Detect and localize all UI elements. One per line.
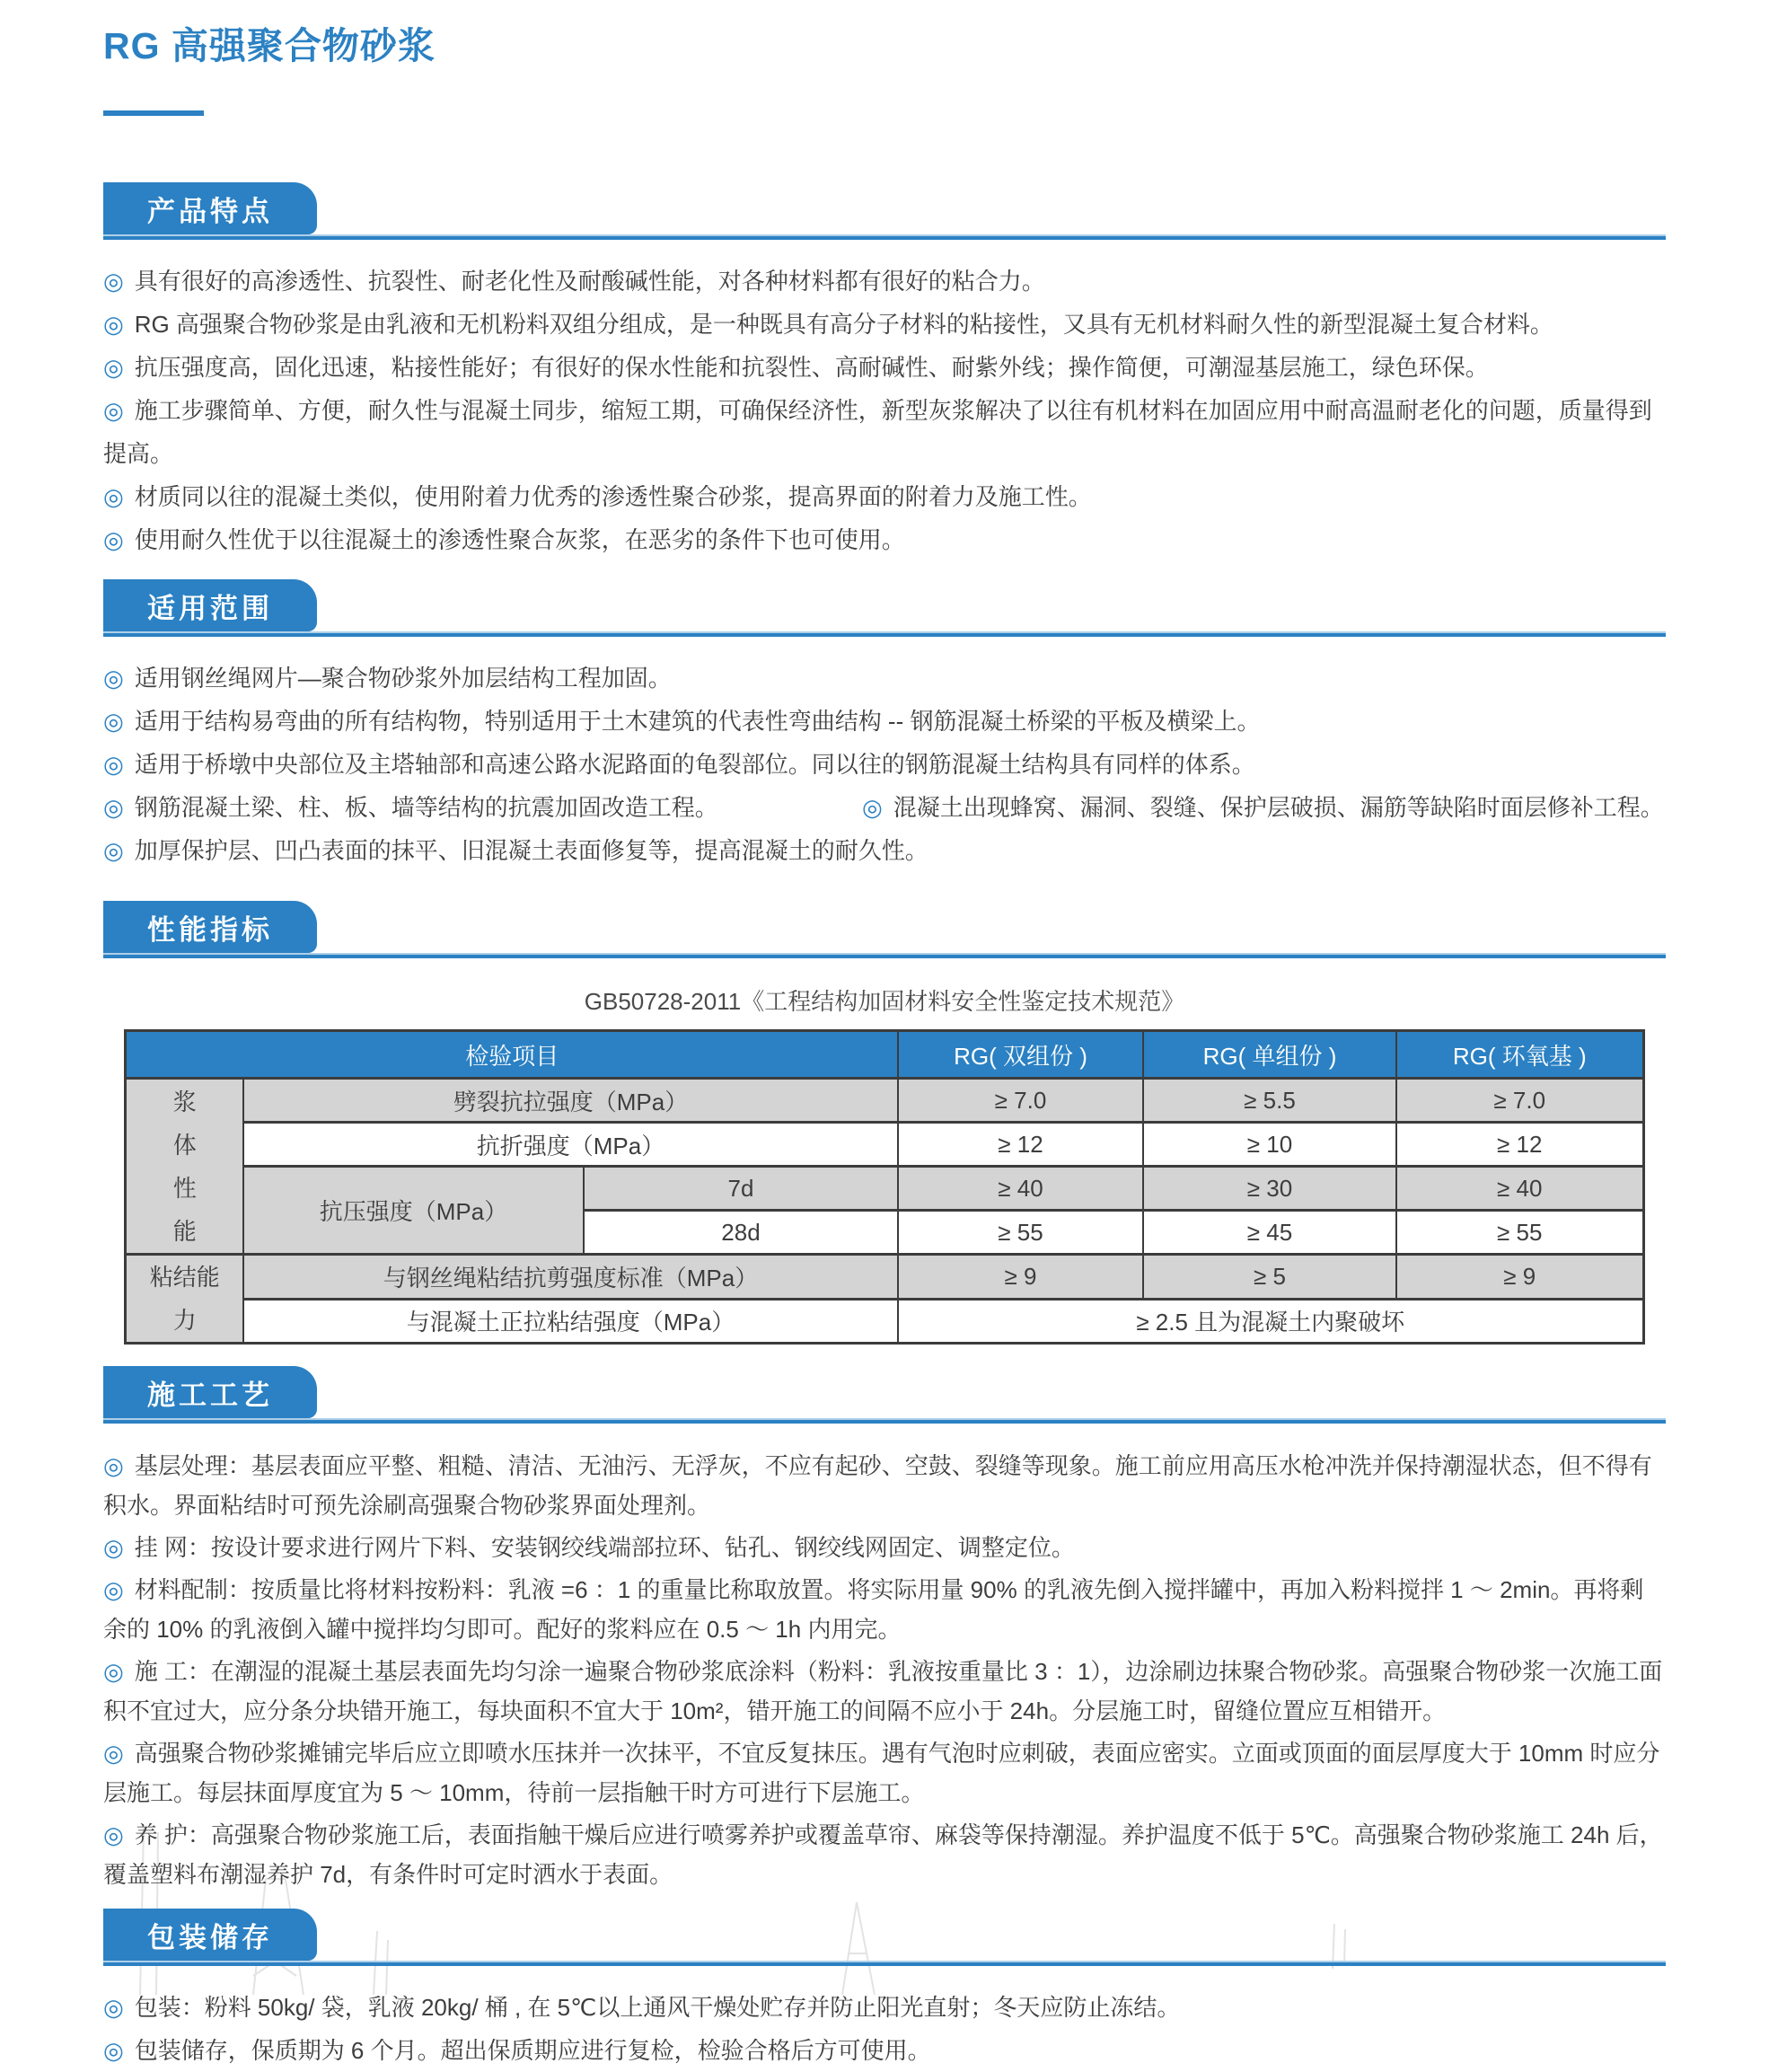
dual-bullet-left [103,786,862,829]
bullet-text: 适用钢丝绳网片—聚合物砂浆外加层结构工程加固。 [134,665,672,692]
dual-bullet-right [862,794,1664,821]
section-process-header [103,1366,1666,1424]
bullet-text: 具有很好的高渗透性、抗裂性、耐老化性及耐酸碱性能，对各种材料都有很好的粘合力。 [134,268,1045,295]
bullet-item [103,1528,1666,1567]
section-badge-performance: 性能指标 [103,901,317,953]
table-cell-compressive-label: 抗压强度（MPa） [243,1167,584,1255]
bullet-text: 适用于结构易弯曲的所有结构物，特别适用于土木建筑的代表性弯曲结构 -- 钢筋混凝土桥梁的平板及横梁上。 [134,708,1261,735]
bullet-item [103,260,1666,303]
bullet-icon: ◎ [103,268,124,295]
table-cell-value: ≥ 5.5 [1143,1079,1396,1123]
page-title: RG 高强聚合物砂浆 [103,25,436,66]
section-features-body [103,240,1666,561]
bullet-icon: ◎ [103,526,124,553]
bullet-item [103,1986,1666,2029]
table-header-cell-rg2: RG( 双组份 ) [898,1031,1143,1079]
bullet-text: 混凝土出现蜂窝、漏洞、裂缝、保护层破损、漏筋等缺陷时面层修补工程。 [893,794,1664,821]
table-row [126,1123,1643,1167]
table-cell-sublabel: 7d [584,1167,898,1211]
bullet-item [103,1446,1666,1525]
table-cell-value: ≥ 10 [1143,1123,1396,1167]
bullet-icon: ◎ [862,794,883,821]
table-cell-label: 与混凝土正拉粘结强度（MPa） [243,1299,898,1344]
section-rule [103,953,1666,958]
section-performance-header [103,901,1666,958]
section-process-body [103,1424,1666,1894]
table-cell-value: ≥ 40 [898,1167,1143,1211]
table-group-slurry: 浆体性能 [126,1079,243,1255]
bullet-item [103,475,1666,518]
bullet-text: 包装：粉料 50kg/ 袋，乳液 20kg/ 桶 , 在 5℃以上通风干燥处贮存并防止阳光直射；冬天应防止冻结。 [134,1994,1181,2021]
table-cell-label: 劈裂抗拉强度（MPa） [243,1079,898,1123]
bullet-item [103,1652,1666,1731]
bullet-text: 基层处理：基层表面应平整、粗糙、清洁、无油污、无浮灰，不应有起砂、空鼓、裂缝等现象。施工前应用高压水枪冲洗并保持潮湿状态，但不得有积水。界面粘结时可预先涂刷高强聚合物砂浆界面处理剂。 [103,1452,1652,1519]
table-row [126,1167,1643,1211]
bullet-item [103,2029,1666,2072]
bullet-item [103,657,1666,700]
table-cell-value: ≥ 7.0 [898,1079,1143,1123]
bullet-text: 养 护：高强聚合物砂浆施工后，表面指触干燥后应进行喷雾养护或覆盖草帘、麻袋等保持潮湿。养护温度不低于 5℃。高强聚合物砂浆施工 24h 后，覆盖塑料布潮湿养护 7d，有条件时可定时洒水于表面。 [103,1821,1663,1888]
bullet-item [103,389,1666,475]
table-header-cell-item: 检验项目 [126,1031,898,1079]
bullet-item [103,700,1666,743]
table-cell-value: ≥ 45 [1143,1211,1396,1255]
bullet-text: 适用于桥墩中央部位及主塔轴部和高速公路水泥路面的龟裂部位。同以往的钢筋混凝土结构具有同样的体系。 [134,751,1255,778]
section-scope-body [103,637,1666,872]
table-cell-value: ≥ 55 [1396,1211,1643,1255]
bullet-icon: ◎ [103,1452,124,1479]
bullet-icon: ◎ [103,708,124,735]
section-features-header [103,182,1666,240]
bullet-item [103,1733,1666,1812]
section-badge-packaging: 包装储存 [103,1909,317,1961]
section-scope-header [103,579,1666,637]
section-packaging-header [103,1909,1666,1966]
table-cell-label: 与钢丝绳粘结抗剪强度标准（MPa） [243,1255,898,1300]
bullet-icon: ◎ [103,837,124,864]
standards-note: GB50728-2011《工程结构加固材料安全性鉴定技术规范》 [584,988,1185,1015]
table-cell-value: ≥ 5 [1143,1255,1396,1300]
table-cell-value: ≥ 7.0 [1396,1079,1643,1123]
bullet-item [103,346,1666,389]
title-underline [103,110,204,116]
bullet-icon: ◎ [103,354,124,381]
bullet-icon: ◎ [103,1740,124,1767]
bullet-icon: ◎ [103,1994,124,2021]
bullet-text: 加厚保护层、凹凸表面的抹平、旧混凝土表面修复等，提高混凝土的耐久性。 [134,837,929,864]
bullet-icon: ◎ [103,1658,124,1685]
bullet-text: 包装储存，保质期为 6 个月。超出保质期应进行复检，检验合格后方可使用。 [134,2037,931,2064]
table-cell-value: ≥ 55 [898,1211,1143,1255]
bullet-text: 抗压强度高，固化迅速，粘接性能好；有很好的保水性能和抗裂性、高耐碱性、耐紫外线；操作简便，可潮湿基层施工，绿色环保。 [134,354,1489,381]
bullet-icon: ◎ [103,665,124,692]
bullet-item [103,303,1666,346]
bullet-item [103,518,1666,561]
bullet-icon: ◎ [103,1534,124,1561]
bullet-text: 施 工：在潮湿的混凝土基层表面先均匀涂一遍聚合物砂浆底涂料（粉料：乳液按重量比 3 ：1），边涂刷边抹聚合物砂浆。高强聚合物砂浆一次施工面积不宜过大，应分条分块错开施工，每块面积不宜大于 10m²，错开施工的间隔不应小于 24h。分层施工时，留缝位置应互相错开。 [103,1658,1663,1724]
table-cell-value: ≥ 9 [1396,1255,1643,1300]
bullet-text: 挂 网：按设计要求进行网片下料、安装钢绞线端部拉环、钻孔、钢绞线网固定、调整定位。 [134,1534,1075,1561]
table-header-cell-rge: RG( 环氧基 ) [1396,1031,1643,1079]
bullet-text: 高强聚合物砂浆摊铺完毕后应立即喷水压抹并一次抹平，不宜反复抹压。遇有气泡时应刺破，表面应密实。立面或顶面的面层厚度大于 10mm 时应分层施工。每层抹面厚度宜为 5 ～ 10mm，待前一层指触干时方可进行下层施工。 [103,1740,1660,1806]
bullet-item [103,743,1666,786]
bullet-item [103,1815,1666,1894]
table-group-bond: 粘结能力 [126,1255,243,1344]
table-cell-value: ≥ 12 [1396,1123,1643,1167]
section-packaging-body [103,1966,1666,2072]
bullet-icon: ◎ [103,483,124,510]
table-row [126,1299,1643,1344]
table-cell-value: ≥ 30 [1143,1167,1396,1211]
table-cell-value: ≥ 40 [1396,1167,1643,1211]
bullet-text: RG 高强聚合物砂浆是由乳液和无机粉料双组分组成，是一种既具有高分子材料的粘接性，又具有无机材料耐久性的新型混凝土复合材料。 [134,311,1553,338]
bullet-text: 材料配制：按质量比将材料按粉料：乳液 =6 ：1 的重量比称取放置。将实际用量 90% 的乳液先倒入搅拌罐中，再加入粉料搅拌 1 ～ 2min。再将剩余的 10% 的乳液倒入罐中搅拌均匀即可。配好的浆料应在 0.5 ～ 1h 内用完。 [103,1576,1644,1643]
bullet-icon: ◎ [103,1576,124,1603]
table-cell-label: 抗折强度（MPa） [243,1123,898,1167]
bullet-icon: ◎ [103,1821,124,1848]
table-cell-sublabel: 28d [584,1211,898,1255]
bullet-text: 材质同以往的混凝土类似，使用附着力优秀的渗透性聚合砂浆，提高界面的附着力及施工性。 [134,483,1092,510]
bullet-item-dual [103,786,1666,829]
bullet-icon: ◎ [103,794,124,821]
table-header-cell-rg1: RG( 单组份 ) [1143,1031,1396,1079]
bullet-text: 使用耐久性优于以往混凝土的渗透性聚合灰浆，在恶劣的条件下也可使用。 [134,526,905,553]
bullet-icon: ◎ [103,2037,124,2064]
table-cell-value: ≥ 12 [898,1123,1143,1167]
bullet-item [103,1570,1666,1649]
bullet-text: 钢筋混凝土梁、柱、板、墙等结构的抗震加固改造工程。 [134,794,718,821]
table-row [126,1255,1643,1300]
bullet-icon: ◎ [103,311,124,338]
section-badge-features: 产品特点 [103,182,317,234]
table-cell-merged-value: ≥ 2.5 且为混凝土内聚破坏 [898,1299,1643,1344]
table-cell-value: ≥ 9 [898,1255,1143,1300]
bullet-icon: ◎ [103,751,124,778]
table-header-row [126,1031,1643,1079]
section-badge-process: 施工工艺 [103,1366,317,1418]
performance-table [124,1029,1644,1345]
bullet-icon: ◎ [103,397,124,424]
bullet-text: 施工步骤简单、方便，耐久性与混凝土同步，缩短工期，可确保经济性，新型灰浆解决了以往有机材料在加固应用中耐高温耐老化的问题，质量得到提高。 [103,397,1652,467]
table-row [126,1079,1643,1123]
section-badge-scope: 适用范围 [103,579,317,631]
bullet-item [103,829,1666,872]
